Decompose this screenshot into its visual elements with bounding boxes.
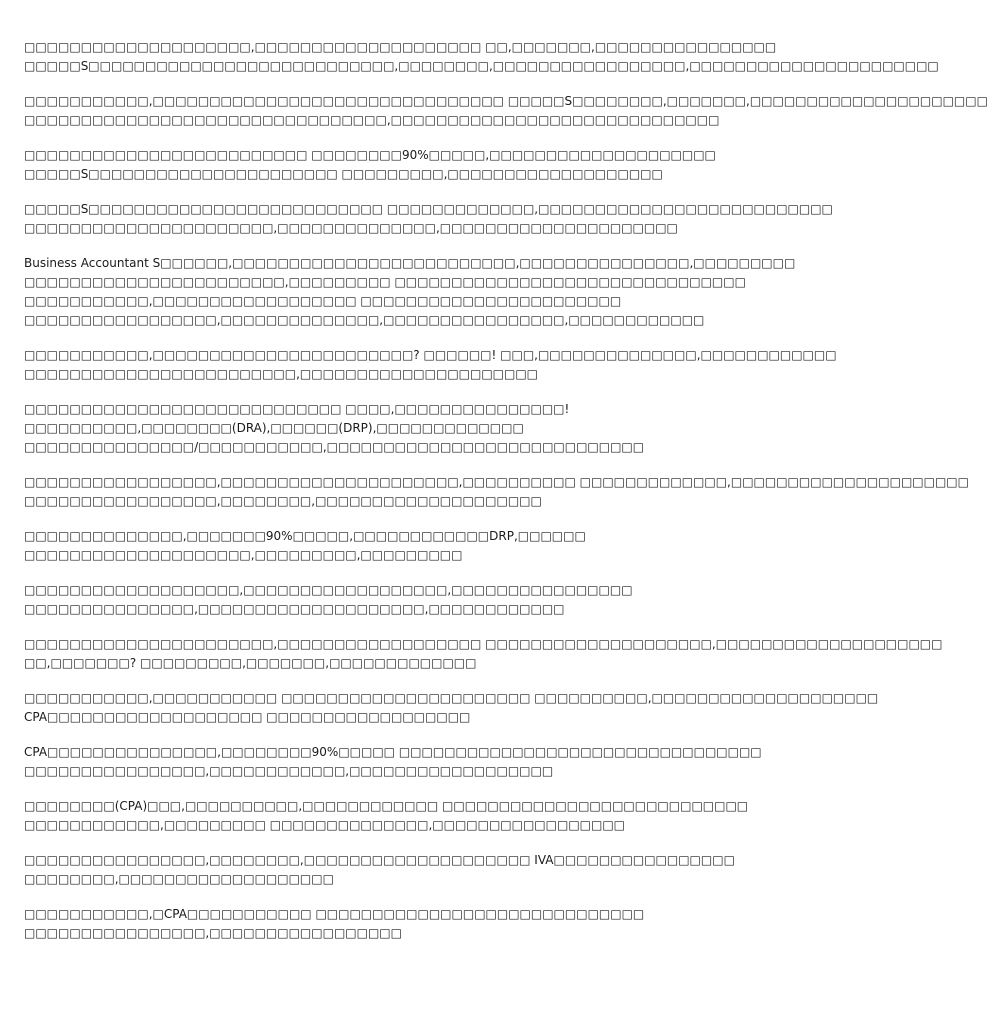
paragraph-12: [24, 689, 879, 727]
text-line: □□□□□□□□□□□,□□□□□□□□□□□ □□□□□□□□□□□□□□□□□□□□□□ □□□□□□□□□□,□□□□□□□□□□□□□□□□□□□□: [24, 691, 879, 705]
text-line: □□□□□□□□□□□□□□□□□□□□□□,□□□□□□□□□□□□□□,□□□□□□□□□□□□□□□□□□□□□: [24, 221, 678, 235]
text-line: □□□□□□□□□□,□□□□□□□□(DRA),□□□□□□(DRP),□□□□□□□□□□□□□: [24, 421, 524, 435]
text-line: □□,□□□□□□□? □□□□□□□□□,□□□□□□□,□□□□□□□□□□□□□: [24, 656, 477, 670]
text-line: □□□□□□□□□□□□□□□□,□□□□□□□□□□□□,□□□□□□□□□□□□□□□□□□: [24, 764, 554, 778]
text-line: □□□□□□□□□□□,□CPA□□□□□□□□□□□ □□□□□□□□□□□□□□□□□□□□□□□□□□□□□: [24, 907, 645, 921]
text-line: CPA□□□□□□□□□□□□□□□□□□□ □□□□□□□□□□□□□□□□□□: [24, 710, 471, 724]
paragraph-8: [24, 473, 969, 511]
text-line: □□□□□□□□□□□□□□□□□□□□□□□,□□□□□□□□□ □□□□□□□□□□□□□□□□□□□□□□□□□□□□□□□: [24, 275, 746, 289]
text-line: □□□□□□□□□□□,□□□□□□□□□□□□□□□□□□□□□□□□□□□□□□□ □□□□□S□□□□□□□□,□□□□□□□,□□□□□□□□□□□□□□□□□□□□□: [24, 94, 988, 108]
text-line: □□□□□S□□□□□□□□□□□□□□□□□□□□□□□□□□ □□□□□□□□□□□□□,□□□□□□□□□□□□□□□□□□□□□□□□□□: [24, 202, 833, 216]
text-line: □□□□□□□□□□□□□□□□□□□□□□□□□□□□ □□□□,□□□□□□□□□□□□□□□!: [24, 402, 570, 416]
paragraph-7: [24, 400, 696, 457]
text-line: □□□□□□□□□□□□□□□□,□□□□□□□□,□□□□□□□□□□□□□□□□□□□□ IVA□□□□□□□□□□□□□□□□: [24, 853, 735, 867]
text-line: □□□□□S□□□□□□□□□□□□□□□□□□□□□□ □□□□□□□□□,□□□□□□□□□□□□□□□□□□□: [24, 167, 663, 181]
paragraph-9: [24, 527, 696, 565]
text-line: □□□□□□□□□□□□□□□□□□□□□□□□□ □□□□□□□□90%□□□□□,□□□□□□□□□□□□□□□□□□□□: [24, 148, 716, 162]
text-line: □□□□□□□□□□□□□□,□□□□□□□90%□□□□□,□□□□□□□□□□□□DRP,□□□□□□: [24, 529, 586, 543]
paragraph-14: [24, 797, 749, 835]
text-line: □□□□□□□□□□□□□□□/□□□□□□□□□□□,□□□□□□□□□□□□□□□□□□□□□□□□□□□□: [24, 440, 645, 454]
text-line: □□□□□□□□□□□□□□□□□,□□□□□□□□□□□□□□,□□□□□□□□□□□□□□□□,□□□□□□□□□□□□: [24, 313, 705, 327]
text-line: □□□□□□□□□□□□□□□□,□□□□□□□□□□□□□□□□□: [24, 926, 402, 940]
text-line: □□□□□□□□,□□□□□□□□□□□□□□□□□□□: [24, 872, 334, 886]
text-line: □□□□□□□□□□□,□□□□□□□□□□□□□□□□□□ □□□□□□□□□□□□□□□□□□□□□□□: [24, 294, 622, 308]
text-line: Business Accountant S□□□□□□,□□□□□□□□□□□□□□□□□□□□□□□□□,□□□□□□□□□□□□□□□,□□□□□□□□□: [24, 256, 796, 270]
text-line: □□□□□□□□□□□□□□□□□□□□,□□□□□□□□□,□□□□□□□□□: [24, 548, 463, 562]
text-line: □□□□□S□□□□□□□□□□□□□□□□□□□□□□□□□□□,□□□□□□□□,□□□□□□□□□□□□□□□□□,□□□□□□□□□□□□□□□□□□□□□□: [24, 59, 939, 73]
text-line: □□□□□□□□(CPA)□□□,□□□□□□□□□□,□□□□□□□□□□□□ □□□□□□□□□□□□□□□□□□□□□□□□□□□: [24, 799, 749, 813]
paragraph-3: [24, 146, 716, 184]
paragraph-15: [24, 851, 735, 889]
paragraph-16: [24, 905, 696, 943]
paragraph-13: [24, 743, 762, 781]
text-line: □□□□□□□□□□□□□□□□□,□□□□□□□□□□□□□□□□□□□□□,□□□□□□□□□□ □□□□□□□□□□□□□,□□□□□□□□□□□□□□□□□□□□□: [24, 475, 969, 489]
paragraph-5: [24, 254, 796, 330]
paragraph-6: [24, 346, 837, 384]
text-line: □□□□□□□□□□□,□□□□□□□□□□□□□□□□□□□□□□□? □□□□□□! □□□,□□□□□□□□□□□□□□,□□□□□□□□□□□□: [24, 348, 837, 362]
text-line: □□□□□□□□□□□□□□□,□□□□□□□□□□□□□□□□□□□□,□□□□□□□□□□□□: [24, 602, 565, 616]
paragraph-4: [24, 200, 833, 238]
paragraph-11: [24, 635, 943, 673]
text-line: □□□□□□□□□□□□□□□□□□□□□□□□,□□□□□□□□□□□□□□□□□□□□□: [24, 367, 539, 381]
paragraph-2: [24, 92, 988, 130]
text-line: □□□□□□□□□□□□□□□□□□□,□□□□□□□□□□□□□□□□□□,□□□□□□□□□□□□□□□□: [24, 583, 633, 597]
text-line: □□□□□□□□□□□□,□□□□□□□□□ □□□□□□□□□□□□□□,□□□□□□□□□□□□□□□□□: [24, 818, 626, 832]
paragraph-10: [24, 581, 696, 619]
text-line: □□□□□□□□□□□□□□□□□□□□,□□□□□□□□□□□□□□□□□□□□ □□,□□□□□□□,□□□□□□□□□□□□□□□□: [24, 40, 777, 54]
text-line: □□□□□□□□□□□□□□□□□□□□□□□□□□□□□□□□,□□□□□□□□□□□□□□□□□□□□□□□□□□□□□: [24, 113, 720, 127]
text-line: CPA□□□□□□□□□□□□□□□,□□□□□□□□90%□□□□□ □□□□□□□□□□□□□□□□□□□□□□□□□□□□□□□□: [24, 745, 762, 759]
text-line: □□□□□□□□□□□□□□□□□□□□□□,□□□□□□□□□□□□□□□□□□ □□□□□□□□□□□□□□□□□□□□,□□□□□□□□□□□□□□□□□□□□: [24, 637, 943, 651]
paragraph-1: [24, 38, 939, 76]
text-line: □□□□□□□□□□□□□□□□□,□□□□□□□□,□□□□□□□□□□□□□□□□□□□□: [24, 494, 542, 508]
